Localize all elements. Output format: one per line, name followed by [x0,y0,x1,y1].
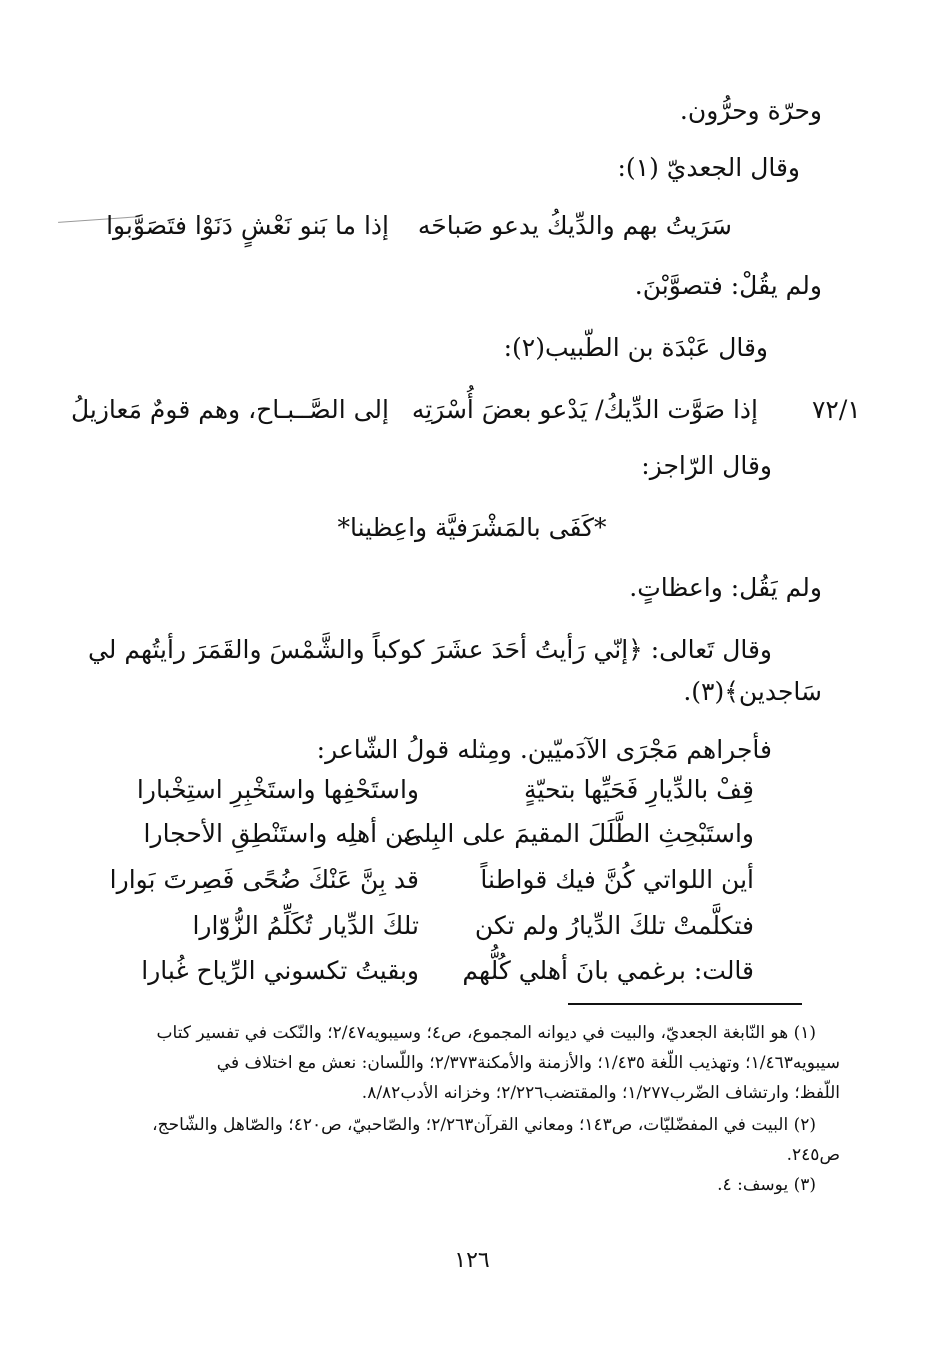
footnote-separator [568,1003,802,1005]
footnote-2-line-2: ص٢٤٥. [786,1145,840,1165]
text-line-7: فأجراهم مَجْرَى الآدَميّين. ومِثله قولُ الشّاعر: [316,735,772,764]
poem-line-1-left: واستَحْفِها واستَخْبِرِ استِخْبارا [136,775,419,804]
footnote-1-line-2: سيبويه١/٤٦٣؛ وتهذيب اللّغة ١/٤٣٥؛ والأزمنة والأمكنة٢/٣٧٣؛ واللّسان: نعش مع اختلاف في [216,1053,840,1073]
poem-line-4-left: تلكَ الدِّيار تُكَلِّمُ الزُّوّارا [192,911,419,940]
poem-line-5-right: قالت: برغمي بانَ أهلي كُلُّهم [462,956,754,985]
poem-line-3-left: قد بِنَّ عَنْكَ ضُحًى فَصِرتَ بَوارا [109,865,419,894]
rajaz-verse: *كَفَى بالمَشْرَفيَّة واعِظينا* [337,513,607,542]
poem-line-4-right: فتكلَّمتْ تلكَ الدِّيارُ ولم تكن [474,911,754,940]
verse-1-first-hemistich: سَرَيتُ بهم والدِّيكُ يدعو صَباحَه [417,211,732,240]
footnote-2-line-1: (٢) البيت في المفضّليّات، ص١٤٣؛ ومعاني القرآن٢/٢٦٣؛ والصّاحبيّ، ص٤٢٠؛ والصّاهل والشّاحج، [152,1115,816,1135]
page-number: ١٢٦ [454,1248,490,1273]
footnote-1-line-1: (١) هو النّابغة الجعديّ، والبيت في ديوانه المجموع، ص٤؛ وسيبويه٢/٤٧؛ والنّكت في تفسير كتاب [156,1023,816,1043]
margin-page-reference: ٧٢/١ [812,395,861,424]
text-line-4: وقال عَبْدَة بن الطّبيب(٢): [503,333,768,362]
verse-1-second-hemistich: إذا ما بَنو نَعْشٍ دَنَوْا فتَصَوَّبوا [106,211,389,240]
text-line-1: وحرّة وحرُّون. [679,96,822,125]
footnote-3: (٣) يوسف: ٤. [717,1175,816,1195]
quran-line-1: وقال تَعالى: ﴿إنّي رَأيتُ أحَدَ عشَرَ كوكباً والشَّمْسَ والقَمَرَ رأيتُهم لي [87,635,772,664]
verse-2-second-hemistich: إلى الصَّــبـاح، وهم قومٌ مَعازيلُ [70,395,389,424]
text-line-3: ولم يقُلْ: فتصوَّبْنَ. [634,271,822,300]
text-line-5: وقال الرّاجز: [641,451,772,480]
text-line-6: ولم يَقُل: واعظاتٍ. [629,573,822,602]
footnote-1-line-3: اللّفظ؛ وارتشاف الضّرب١/٢٧٧؛ والمقتضب٢/٢٢٦؛ وخزانه الأدب٨/٨٢. [361,1083,840,1103]
poem-line-3-right: أين اللواتي كُنَّ فيك قواطناً [480,865,754,894]
poem-line-2-left: عن أهلِه واستَنْطِقِ الأحجارا [143,819,419,848]
quran-line-2: سَاجدين﴾(٣). [683,677,822,706]
poem-line-5-left: وبقيتُ تكسوني الرِّياح غُبارا [141,956,419,985]
text-line-2: وقال الجعديّ (١): [617,153,800,182]
poem-line-1-right: قِفْ بالدِّيارِ فَحَيِّها بتحيّةٍ [524,775,754,804]
poem-line-2-right: واستَبْحِثِ الطَّلَلَ المقيمَ على البِلى [403,819,754,848]
verse-2-first-hemistich: إذا صَوَّت الدِّيكُ/ يَدْعو بعضَ أُسْرَتِه [411,395,758,424]
